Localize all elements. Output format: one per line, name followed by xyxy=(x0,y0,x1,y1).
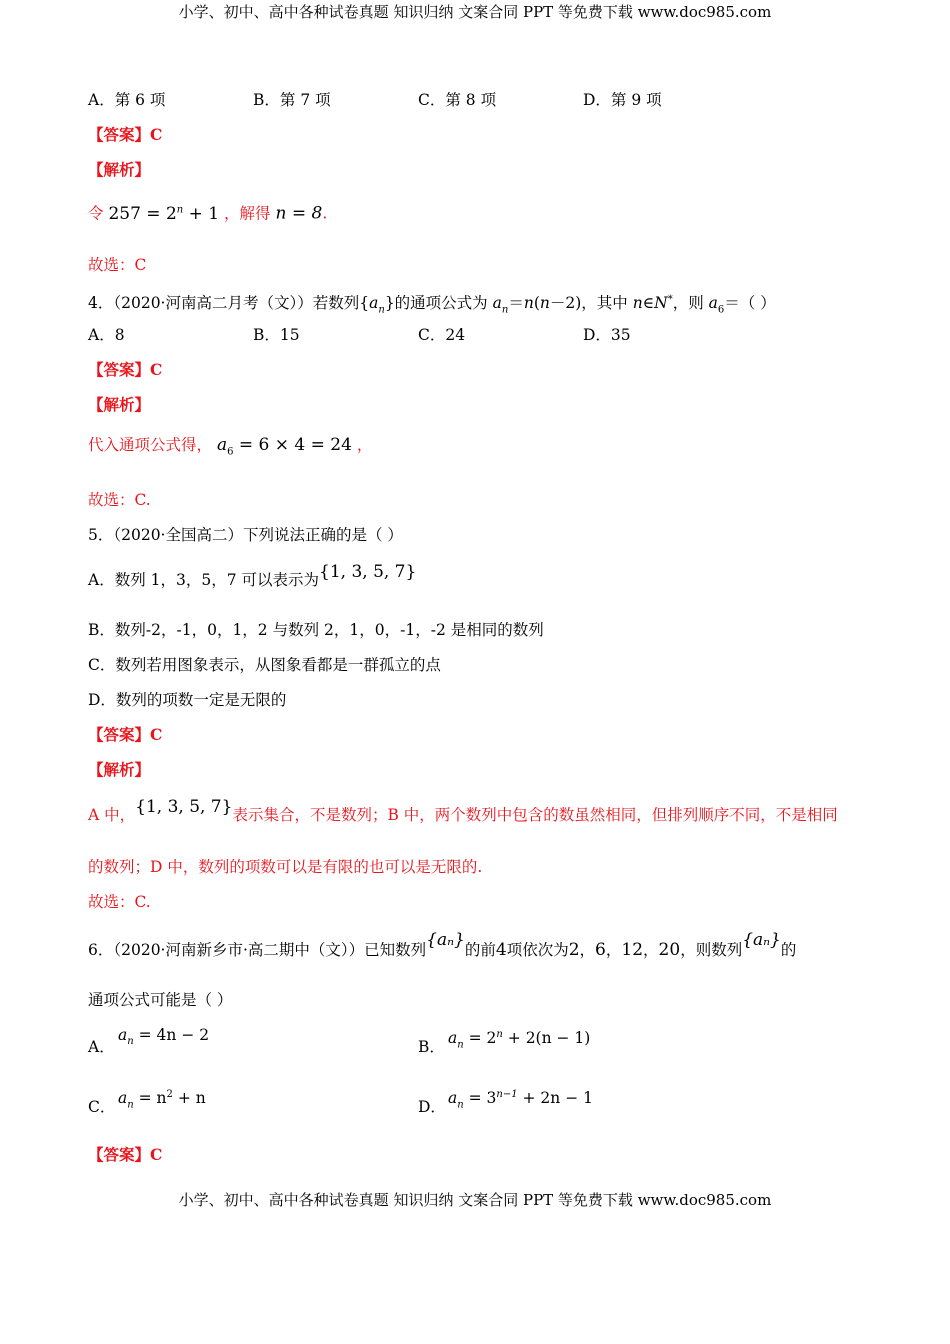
q6-b-a: a xyxy=(448,1029,458,1048)
q6-term-2: 6 xyxy=(595,940,606,960)
q3-option-b: B．第 7 项 xyxy=(253,91,331,109)
q6-a-body: = 4n − 2 xyxy=(133,1026,210,1044)
q4-a6-sub: 6 xyxy=(717,304,725,316)
q5-solution-line2: 的数列；D 中，数列的项数可以是有限的也可以是无限的. xyxy=(88,858,483,876)
q6-c-a: a xyxy=(118,1089,128,1108)
q4-n2: n xyxy=(539,294,550,313)
q4-option-d: D．35 xyxy=(583,326,631,344)
q4-stem-b: }的通项公式为 xyxy=(384,294,493,313)
q5-opt-a-set: {1, 3, 5, 7} xyxy=(319,562,417,582)
q4-an: a xyxy=(369,294,379,313)
q3-sol-eq1 xyxy=(108,204,219,224)
q6-b-post: + 2(n − 1) xyxy=(502,1029,591,1048)
page-footer: 小学、初中、高中各种试卷真题 知识归纳 文案合同 PPT 等免费下载 www.doc985.com xyxy=(178,1191,772,1209)
q4-stem-f: ∈ xyxy=(642,294,655,313)
q5-solution-line1 xyxy=(88,797,838,825)
q4-sol-eq xyxy=(216,435,352,458)
q4-sol-eq-body: = 6 × 4 = 24 xyxy=(233,435,352,455)
q6-option-c-label: C． xyxy=(88,1098,116,1116)
q4-sol-a: a xyxy=(216,435,228,455)
q6-d-pre: = 3 xyxy=(463,1089,497,1108)
q6-d-sub: n xyxy=(457,1099,464,1111)
q6-c-post: + n xyxy=(172,1089,206,1108)
q6-b-sub: n xyxy=(457,1039,464,1051)
q6-term-1: 2 xyxy=(568,940,580,960)
q4-stem-c: ＝ xyxy=(508,294,524,313)
q4-analysis-label: 【解析】 xyxy=(88,395,151,414)
q4-stem xyxy=(88,290,776,320)
q3-option-c: C．第 8 项 xyxy=(418,91,497,109)
q3-eq1-tail: + 1 xyxy=(183,203,220,224)
q6-option-b-label: B． xyxy=(418,1038,445,1056)
q6-stem-a: 6．（2020·河南新乡市·高二期中（文））已知数列 xyxy=(88,941,427,959)
q4-answer: 【答案】C xyxy=(88,360,163,379)
q6-d-post: + 2n − 1 xyxy=(517,1089,593,1108)
q6-c-sub: n xyxy=(127,1099,134,1111)
q6-stem-line1: 6．（2020·河南新乡市·高二期中（文））已知数列{aₙ}的前4项依次为2，6，12，20，则数列{aₙ}的 xyxy=(88,930,797,960)
q4-an2: a xyxy=(492,294,502,313)
q3-sol-prefix: 令 xyxy=(88,204,104,223)
q6-option-c-expr xyxy=(118,1085,206,1115)
q3-solution xyxy=(88,200,327,224)
q6-option-b-expr xyxy=(448,1025,590,1055)
q5-option-a xyxy=(88,562,417,590)
q5-option-b: B．数列-2，-1，0，1，2 与数列 2，1，0，-1，-2 是相同的数列 xyxy=(88,621,544,639)
q5-answer: 【答案】C xyxy=(88,725,163,744)
q6-seq-1: {aₙ} xyxy=(426,930,465,950)
q3-choose: 故选：C xyxy=(88,256,147,274)
q6-stem-b: 的前 xyxy=(464,941,496,959)
q6-d-sup: n−1 xyxy=(496,1089,518,1100)
q4-n1: n xyxy=(523,294,534,313)
q6-four: 4 xyxy=(495,940,507,960)
q6-d-a: a xyxy=(448,1089,458,1108)
q3-answer: 【答案】C xyxy=(88,125,163,144)
q3-eq1-sup: n xyxy=(176,204,184,215)
page-header: 小学、初中、高中各种试卷真题 知识归纳 文案合同 PPT 等免费下载 www.doc985.com xyxy=(178,3,772,21)
q5-stem: 5．（2020·全国高二）下列说法正确的是（ ） xyxy=(88,526,403,544)
q5-sol1-a: A 中， xyxy=(88,806,136,824)
q4-star: * xyxy=(667,294,673,305)
q4-sol-prefix: 代入通项公式得， xyxy=(88,436,213,454)
q6-stem-e: 的 xyxy=(780,941,797,959)
q4-option-b: B．15 xyxy=(253,326,300,344)
q4-N: N xyxy=(654,294,668,313)
q6-b-sup: n xyxy=(496,1029,503,1040)
q3-sol-mid: ，解得 xyxy=(224,204,271,223)
q4-stem-e: －2)，其中 xyxy=(549,294,633,313)
q4-stem-a: 4．（2020·河南高二月考（文））若数列{ xyxy=(88,294,370,313)
q3-option-d: D．第 9 项 xyxy=(583,91,662,109)
q6-stem-line2: 通项公式可能是（ ） xyxy=(88,991,233,1009)
q6-term-4: 20 xyxy=(658,940,681,960)
q5-option-c: C．数列若用图象表示，从图象看都是一群孤立的点 xyxy=(88,656,441,674)
q4-an2-sub: n xyxy=(501,304,509,316)
q6-option-a-label: A． xyxy=(88,1038,115,1056)
q4-stem-d: ( xyxy=(533,294,540,313)
q5-sol1-b: 表示集合，不是数列；B 中，两个数列中包含的数虽然相同，但排列顺序不同，不是相同 xyxy=(232,806,838,824)
q4-solution xyxy=(88,435,372,462)
q6-stem-d: ，则数列 xyxy=(680,941,743,959)
q4-option-a: A．8 xyxy=(88,326,125,344)
q4-sol-sub: 6 xyxy=(227,446,234,458)
q5-sol1-set: {1, 3, 5, 7} xyxy=(135,797,233,817)
q6-option-d-expr xyxy=(448,1085,593,1115)
q6-a-a: a xyxy=(118,1026,128,1044)
q6-seq-2: {aₙ} xyxy=(742,930,781,950)
q3-sol-eq2: n = 8 xyxy=(275,203,323,224)
q5-opt-a-text: A．数列 1，3，5，7 可以表示为 xyxy=(88,571,319,589)
q4-choose: 故选：C. xyxy=(88,491,151,509)
q3-sol-end: . xyxy=(322,204,328,223)
q5-option-d: D．数列的项数一定是无限的 xyxy=(88,691,287,709)
q4-n3: n xyxy=(632,294,643,313)
q6-option-a-expr xyxy=(118,1025,209,1052)
q4-option-c: C．24 xyxy=(418,326,466,344)
q5-choose: 故选：C. xyxy=(88,893,151,911)
q6-option-d-label: D． xyxy=(418,1098,446,1116)
q5-analysis-label: 【解析】 xyxy=(88,760,151,779)
q6-c-pre: = n xyxy=(133,1089,167,1108)
q3-eq1-base: 257 = 2 xyxy=(108,203,177,224)
q4-a6: a xyxy=(708,294,718,313)
q6-c-sup: 2 xyxy=(166,1089,173,1100)
q4-stem-h: ＝（ ） xyxy=(724,294,776,313)
q6-answer: 【答案】C xyxy=(88,1145,163,1164)
q6-stem-c: 项依次为 xyxy=(506,941,569,959)
q3-analysis-label: 【解析】 xyxy=(88,160,151,179)
q6-a-sub: n xyxy=(127,1036,134,1048)
q4-sol-end: ， xyxy=(356,436,373,454)
q3-option-a: A．第 6 项 xyxy=(88,91,166,109)
q4-an-sub: n xyxy=(378,304,385,316)
q6-b-pre: = 2 xyxy=(463,1029,497,1048)
q6-term-3: 12 xyxy=(621,940,644,960)
q4-stem-g: ，则 xyxy=(672,294,709,313)
